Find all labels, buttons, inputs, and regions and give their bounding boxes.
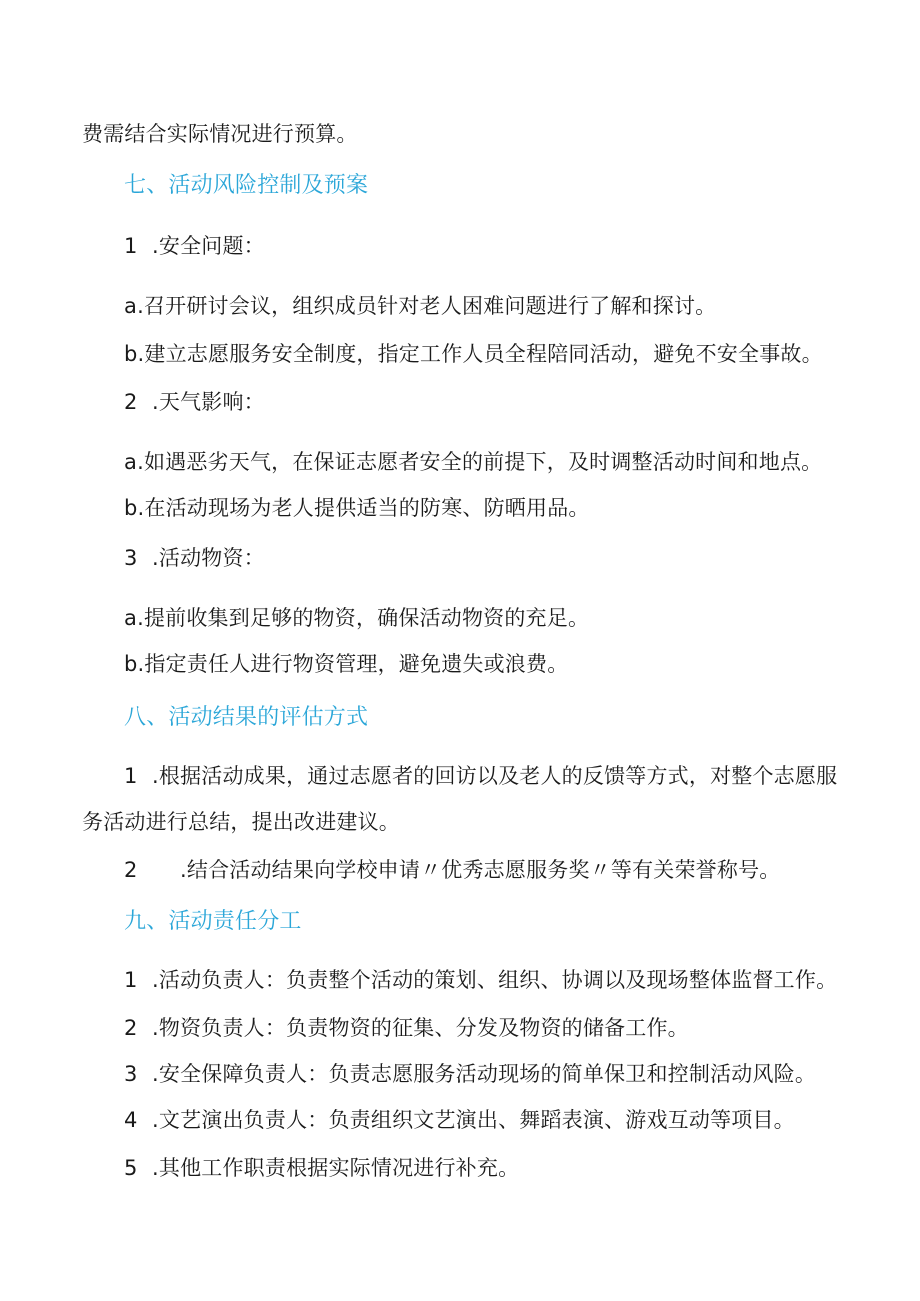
evaluation-item-1-line-1 [124,762,837,790]
subsection-number: 2 [124,390,138,414]
section-heading-7 [124,172,368,200]
section-heading-text: 九、活动责任分工 [124,909,302,934]
list-item-text: .其他工作职责根据实际情况进行补充。 [152,1156,520,1180]
list-item-text: b.指定责任人进行物资管理，避免遗失或浪费。 [124,652,569,676]
list-item-text: b.建立志愿服务安全制度，指定工作人员全程陪同活动，避免不安全事故。 [124,342,823,366]
subsection-title-7-1 [124,232,265,260]
list-number: 1 [124,968,138,992]
list-item-7-1-a [124,292,716,320]
evaluation-item-2 [124,856,780,884]
list-item-text: .活动负责人：负责整个活动的策划、组织、协调以及现场整体监督工作。 [152,968,838,992]
list-item-text: .物资负责人：负责物资的征集、分发及物资的储备工作。 [152,1016,689,1040]
section-heading-text: 八、活动结果的评估方式 [124,705,369,730]
subsection-number: 3 [124,546,138,570]
list-item-7-2-a [124,448,822,476]
list-item-text: .安全保障负责人：负责志愿服务活动现场的简单保卫和控制活动风险。 [152,1062,817,1086]
list-item-text: a.如遇恶劣天气，在保证志愿者安全的前提下，及时调整活动时间和地点。 [124,450,823,474]
paragraph-text: 费需结合实际情况进行预算。 [82,122,358,146]
list-item-text: 务活动进行总结，提出改进建议。 [82,810,400,834]
responsibility-item-1 [124,966,837,994]
subsection-number: 1 [124,234,138,258]
list-item-text: .结合活动结果向学校申请〃优秀志愿服务奖〃等有关荣誉称号。 [180,858,781,882]
list-item-7-1-b [124,340,823,368]
list-number: 2 [124,1016,138,1040]
list-number: 4 [124,1108,138,1132]
subsection-title-text: .活动物资： [152,546,265,570]
responsibility-item-5 [124,1154,519,1182]
list-item-7-3-a [124,604,589,632]
subsection-title-text: .安全问题： [152,234,265,258]
section-heading-8 [124,704,368,732]
subsection-title-7-2 [124,388,265,416]
subsection-title-7-3 [124,544,265,572]
list-item-text: .文艺演出负责人：负责组织文艺演出、舞蹈表演、游戏互动等项目。 [152,1108,795,1132]
list-item-text: .根据活动成果，通过志愿者的回访以及老人的反馈等方式，对整个志愿服 [152,764,838,788]
responsibility-item-4 [124,1106,795,1134]
responsibility-item-3 [124,1060,816,1088]
list-item-text: b.在活动现场为老人提供适当的防寒、防晒用品。 [124,496,590,520]
list-item-7-2-b [124,494,590,522]
section-heading-9 [124,908,302,936]
list-number: 3 [124,1062,138,1086]
list-item-text: a.召开研讨会议，组织成员针对老人困难问题进行了解和探讨。 [124,294,717,318]
list-number: 5 [124,1156,138,1180]
list-item-text: a.提前收集到足够的物资，确保活动物资的充足。 [124,606,590,630]
list-item-7-3-b [124,650,568,678]
responsibility-item-2 [124,1014,689,1042]
list-number: 2 [124,858,138,882]
section-heading-text: 七、活动风险控制及预案 [124,173,369,198]
evaluation-item-1-line-2 [82,808,400,836]
list-number: 1 [124,764,138,788]
subsection-title-text: .天气影响： [152,390,265,414]
intro-tail-line [82,120,358,148]
